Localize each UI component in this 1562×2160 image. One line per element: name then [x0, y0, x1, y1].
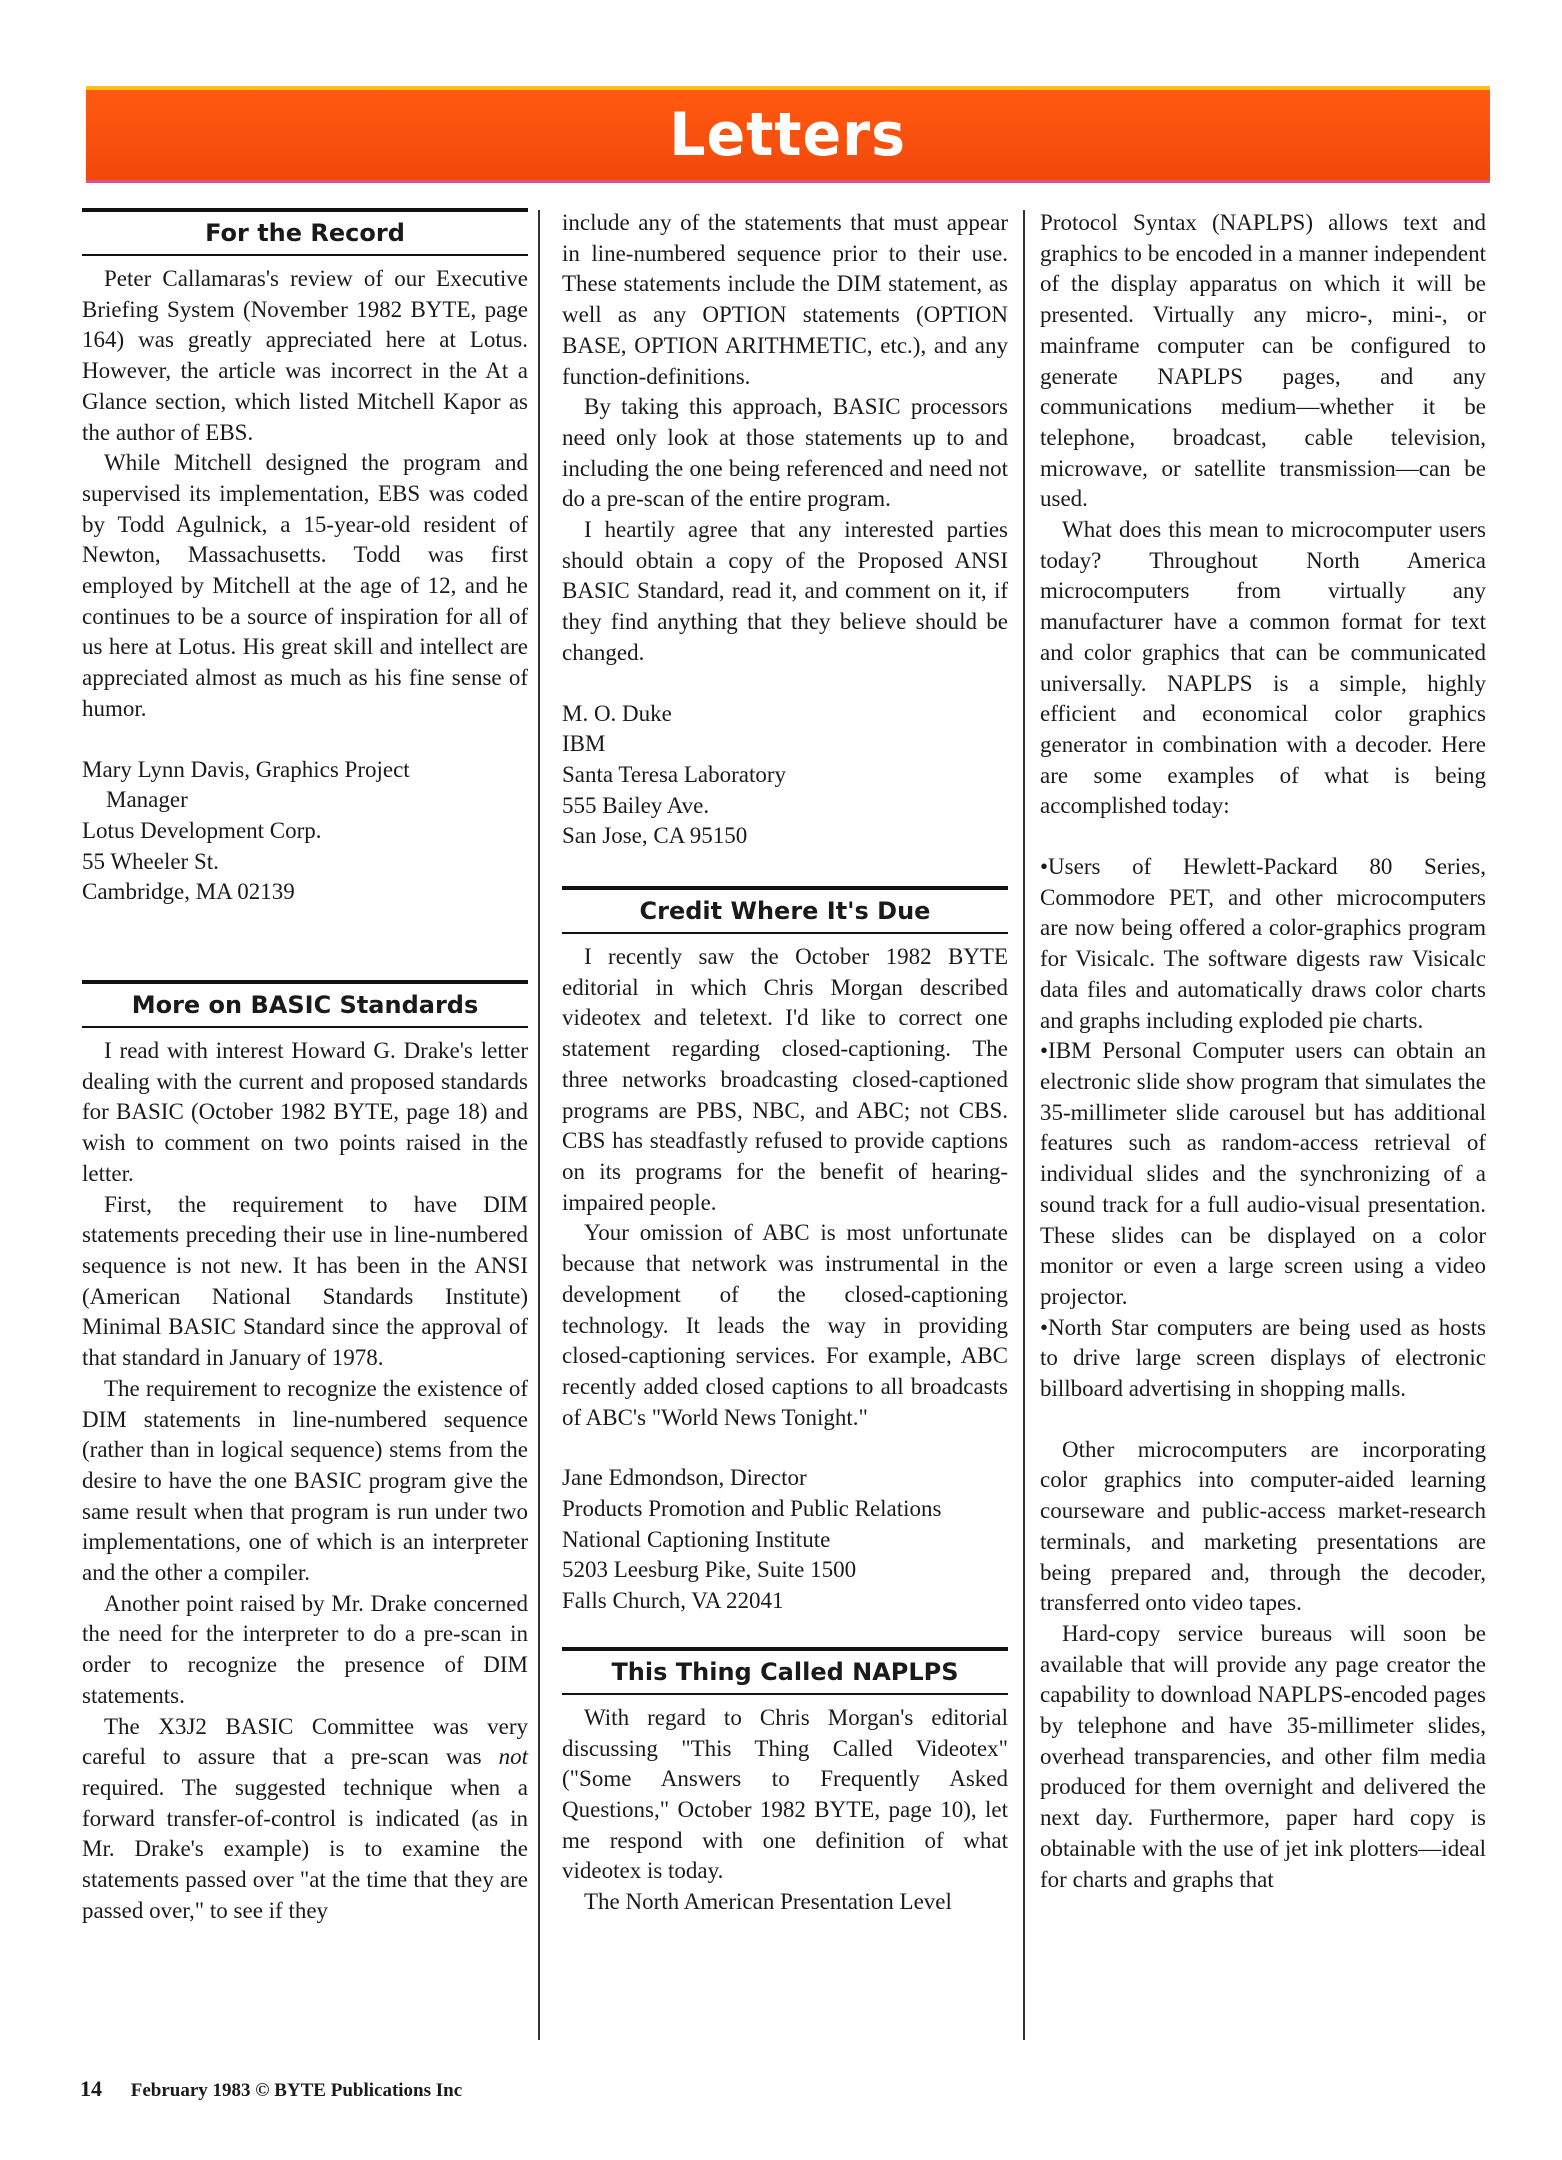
signature-line: Santa Teresa Laboratory	[562, 761, 787, 787]
column-2	[562, 208, 1008, 1918]
signature-block	[82, 755, 528, 909]
paragraph: With regard to Chris Morgan's editorial discussing "This Thing Called Videotex" ("Some Answers to Frequently Asked Questions," October 1982 BYTE, page 10), let me respond with one definition of what videotex is today.	[562, 1704, 1008, 1884]
signature-line: Lotus Development Corp.	[82, 817, 322, 843]
paragraph: include any of the statements that must appear in line-numbered sequence prior to their use. These statements include the DIM statement, as well as any OPTION statements (OPTION BASE, OPTION ARITHMETIC, etc.), and any function-definitions.	[562, 210, 1008, 389]
bullet-item: •North Star computers are being used as hosts to drive large screen displays of electronic billboard advertising in shopping malls.	[1040, 1314, 1486, 1402]
signature-line: Jane Edmondson, Director	[562, 1465, 807, 1491]
paragraph: Other microcomputers are incorporating color graphics into computer-aided learning courseware and public-access market-research terminals, and marketing presentations are being prepared and, through the decoder, transferred onto video tapes.	[1040, 1436, 1486, 1616]
paragraph: Your omission of ABC is most unfortunate because that network was instrumental in the development of the closed-captioning technology. It leads the way in providing closed-captioning services. For example, ABC recently added closed captions to all broadcasts of ABC's "World News Tonight."	[562, 1220, 1008, 1430]
paragraph: The requirement to recognize the existence of DIM statements in line-numbered sequence (rather than in logical sequence) stems from the desire to have the one BASIC program give the same result when that program is run under two implementations, one of which is an interpreter and the other a compiler.	[82, 1375, 528, 1586]
letter-heading: For the Record	[82, 208, 528, 256]
paragraph: Peter Callamaras's review of our Executive Briefing System (November 1982 BYTE, page 164) was greatly appreciated here at Lotus. However, the article was incorrect in the At a Glance section, which listed Mitchell Kapor as the author of EBS.	[82, 266, 528, 445]
section-banner	[86, 86, 1490, 183]
paragraph: Protocol Syntax (NAPLPS) allows text and graphics to be encoded in a manner independent of the display apparatus on which it will be presented. Virtually any micro-, mini-, or mainframe computer can be configured to generate NAPLPS pages, and any communications medium—whether it be telephone, broadcast, cable television, microwave, or satellite transmission—can be used.	[1040, 210, 1486, 512]
paragraph	[82, 1712, 528, 1927]
letter-heading: More on BASIC Standards	[82, 980, 528, 1028]
text: The X3J2 BASIC Committee was very careful to assure that a pre-scan was	[82, 1713, 528, 1770]
signature-line: Falls Church, VA 22041	[562, 1588, 784, 1614]
paragraph: First, the requirement to have DIM statements preceding their use in line-numbered sequence is not new. It has been in the ANSI (American National Standards Institute) Minimal BASIC Standard since the approval of that standard in January of 1978.	[82, 1191, 528, 1371]
paragraph: While Mitchell designed the program and supervised its implementation, EBS was coded by Todd Agulnick, a 15-year-old resident of Newton, Massachusetts. Todd was first employed by Mitchell at the age of 12, and he continues to be a source of inspiration for all of us here at Lotus. His great skill and intellect are appreciated almost as much as his fine sense of humor.	[82, 450, 528, 721]
paragraph: The North American Presentation Level	[584, 1889, 952, 1915]
page-number: 14	[80, 2076, 102, 2101]
signature-line: 555 Bailey Ave.	[562, 792, 710, 818]
column-divider	[538, 210, 540, 2040]
text: required. The suggested technique when a forward transfer-of-control is indicated (as in Mr. Drake's example) is to examine the statements passed over "at the time that they are passed over," to see if they	[82, 1774, 528, 1923]
signature-line: Products Promotion and Public Relations	[562, 1496, 942, 1522]
signature-line: Cambridge, MA 02139	[82, 879, 295, 905]
paragraph: I recently saw the October 1982 BYTE editorial in which Chris Morgan described videotex and teletext. I'd like to correct one statement regarding closed-captioning. The three networks broadcasting closed-captioned programs are PBS, NBC, and ABC; not CBS. CBS has steadfastly refused to provide captions on its programs for the benefit of hearing-impaired people.	[562, 944, 1008, 1215]
column-3	[1040, 208, 1486, 1895]
signature-line: Manager	[106, 787, 188, 813]
signature-line: Mary Lynn Davis, Graphics Project	[82, 756, 410, 782]
letter-heading: This Thing Called NAPLPS	[562, 1647, 1008, 1695]
column-1	[82, 208, 528, 1926]
section-title: Letters	[669, 100, 907, 170]
signature-line: 55 Wheeler St.	[82, 848, 219, 874]
letter-heading: Credit Where It's Due	[562, 886, 1008, 934]
page-footer	[80, 2076, 462, 2102]
bullet-item: •Users of Hewlett-Packard 80 Series, Commodore PET, and other microcomputers are now being offered a color-graphics program for Visicalc. The software digests raw Visicalc data files and automatically draws color charts and graphs including exploded pie charts.	[1040, 854, 1486, 1033]
signature-line: M. O. Duke	[562, 700, 672, 726]
paragraph: I heartily agree that any interested parties should obtain a copy of the Proposed ANSI BASIC Standard, read it, and comment on it, if they find anything that they believe should be changed.	[562, 517, 1008, 665]
bullet-item: •IBM Personal Computer users can obtain an electronic slide show program that simulates the 35-millimeter slide carousel but has additional features such as random-access retrieval of individual slides and the synchronizing of a sound track for a full audio-visual presentation. These slides can be displayed on a color monitor or even a large screen using a video projector.	[1040, 1038, 1486, 1309]
signature-line: San Jose, CA 95150	[562, 823, 748, 849]
footer-credit: February 1983 © BYTE Publications Inc	[130, 2080, 463, 2101]
paragraph: What does this mean to microcomputer users today? Throughout North America microcomputers from virtually any manufacturer have a common format for text and color graphics that can be communicated universally. NAPLPS is a simple, highly efficient and economical color graphics generator in combination with a decoder. Here are some examples of what is being accomplished today:	[1040, 517, 1486, 819]
signature-line: IBM	[562, 731, 606, 757]
signature-block	[562, 1463, 1008, 1617]
paragraph: I read with interest Howard G. Drake's letter dealing with the current and proposed standards for BASIC (October 1982 BYTE, page 18) and wish to comment on two points raised in the letter.	[82, 1038, 528, 1186]
signature-block	[562, 699, 1008, 853]
paragraph: By taking this approach, BASIC processors need only look at those statements up to and including the one being referenced and need not do a pre-scan of the entire program.	[562, 394, 1008, 512]
column-divider	[1023, 210, 1025, 2040]
signature-line: 5203 Leesburg Pike, Suite 1500	[562, 1557, 857, 1583]
paragraph: Hard-copy service bureaus will soon be available that will provide any page creator the capability to download NAPLPS-encoded pages by telephone and have 35-millimeter slides, overhead transparencies, and other film media produced for them overnight and delivered the next day. Furthermore, paper hard copy is obtainable with the use of jet ink plotters—ideal for charts and graphs that	[1040, 1620, 1486, 1892]
paragraph: Another point raised by Mr. Drake concerned the need for the interpreter to do a pre-scan in order to recognize the presence of DIM statements.	[82, 1590, 528, 1708]
emphasis: not	[498, 1744, 528, 1770]
signature-line: National Captioning Institute	[562, 1526, 831, 1552]
